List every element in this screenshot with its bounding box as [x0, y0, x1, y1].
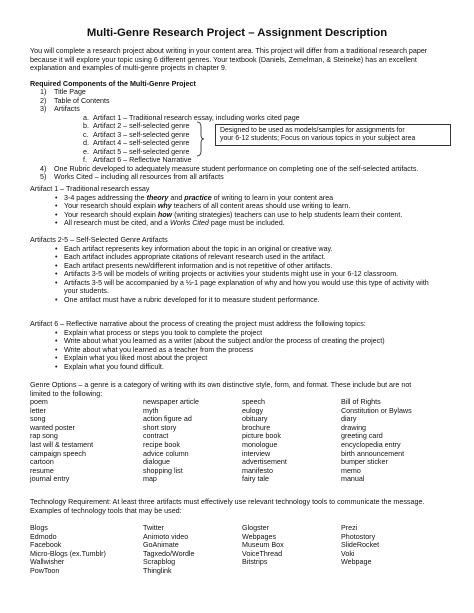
list-item: • Your research should explain how (writing strategies) teachers can use to help students learn their content.	[55, 211, 455, 220]
list-item: poem	[30, 398, 48, 406]
list-item: drawing	[341, 423, 367, 432]
list-item: Voki	[341, 549, 355, 558]
intro-line: explanation and examples of multi-genre projects in chapter 9.	[30, 64, 227, 73]
list-item: letter	[30, 406, 46, 415]
list-item: eulogy	[242, 406, 264, 415]
list-item: picture book	[242, 432, 281, 441]
list-item: SlideRocket	[341, 541, 380, 550]
list-item: map	[143, 475, 157, 484]
list-item: newspaper article	[143, 398, 199, 406]
list-item: c. Artifact 3 – self-selected genre	[83, 130, 190, 139]
genre-intro	[30, 381, 450, 398]
list-item: d. Artifact 4 – self-selected genre	[83, 139, 190, 147]
list-item: • Write about what you learned as a teacher from the process	[55, 346, 455, 355]
tech-intro-line: Technology Requirement: At least three artifacts must effectively use relevant technology tools to communicate the message.	[30, 498, 425, 506]
list-item: Glogster	[242, 524, 269, 532]
list-item: recipe book	[143, 440, 180, 449]
tech-column	[30, 524, 106, 576]
list-item: Prezi	[341, 524, 358, 532]
artifact1-heading: Artifact 1 – Traditional research essay	[30, 185, 150, 193]
list-item: speech	[242, 398, 266, 406]
artifact25-heading: Artifacts 2-5 – Self-Selected Genre Artifacts	[30, 236, 168, 244]
list-item: Tagxedo/Wordle	[143, 549, 195, 558]
list-item: 4) One Rubric developed to adequately measure student performance on completing one of the self-selected artifacts.	[40, 164, 419, 173]
tech-intro	[30, 498, 450, 515]
callout-line: your 6-12 students; Focus on various topics in your subject area	[220, 135, 416, 143]
list-item: • All research must be cited, and a Works Cited page must be included.	[55, 219, 455, 228]
genre-intro-line: limited to the following:	[30, 389, 103, 398]
list-item: • Artifacts 3-5 will be models of writing projects or activities your students might use in your 6-12 classroom.	[55, 270, 455, 279]
list-item: Bill of Rights	[341, 398, 381, 406]
genre-column	[30, 398, 93, 484]
list-item: advertisement	[242, 458, 287, 467]
list-item: Facebook	[30, 541, 62, 550]
list-item: birth announcement	[341, 449, 405, 458]
tech-column	[143, 524, 194, 576]
list-item: b. Artifact 2 – self-selected genre	[83, 122, 190, 130]
list-item: advice column	[143, 449, 189, 458]
list-item: journal entry	[30, 475, 70, 484]
list-item: • Explain what you found difficult.	[55, 363, 455, 372]
list-item: f. Artifact 6 – Reflective Narrative	[83, 156, 192, 164]
list-item: action figure ad	[143, 415, 192, 424]
list-item: manifesto	[242, 466, 273, 475]
list-item: Constitution or Bylaws	[341, 406, 412, 415]
list-item: rap song	[30, 432, 58, 441]
list-item: resume	[30, 466, 54, 475]
list-item: 2) Table of Contents	[40, 96, 110, 105]
components-list	[40, 88, 110, 114]
list-item: last will & testament	[30, 440, 94, 449]
list-item: shopping list	[143, 466, 183, 475]
list-item: greeting card	[341, 432, 383, 441]
list-item: Animoto video	[143, 532, 189, 541]
artifact6-bullets	[55, 329, 455, 372]
list-item: Bitstrips	[242, 558, 268, 567]
components-list-cont	[40, 165, 418, 182]
list-item: interview	[242, 449, 271, 458]
list-item: Webpages	[242, 532, 277, 541]
list-item: Micro-Blogs (ex.Tumblr)	[30, 549, 106, 558]
list-item: • Each artifact presents new/different information and is not repetitive of other artifacts.	[55, 262, 455, 271]
brace-icon	[195, 121, 205, 157]
list-item: GoAnimate	[143, 541, 179, 550]
list-item: brochure	[242, 423, 271, 432]
list-item: • 3-4 pages addressing the theory and practice of writing to learn in your content area	[55, 194, 455, 203]
list-item: campaign speech	[30, 449, 86, 458]
list-item: encyclopedia entry	[341, 440, 401, 449]
list-item: memo	[341, 466, 361, 475]
list-item: e. Artifact 5 – self-selected genre	[83, 147, 190, 156]
list-item: myth	[143, 406, 159, 415]
list-item: short story	[143, 423, 177, 432]
callout-box	[215, 124, 451, 146]
list-item: • Write about what you learned as a writer (about the subject and/or the process of creating the project)	[55, 337, 455, 346]
tech-column	[341, 524, 379, 567]
list-item: wanted poster	[30, 423, 75, 432]
list-item: • Explain what you liked most about the project	[55, 354, 455, 363]
list-item: fairy tale	[242, 475, 269, 484]
list-item: VoiceThread	[242, 549, 283, 558]
callout-line: Designed to be used as models/samples for assignments for	[220, 127, 405, 134]
tech-column	[242, 524, 284, 567]
list-item: • Artifacts 3-5 will be accompanied by a ½-1 page explanation of why and how you would use this type of activity with your students.	[55, 279, 455, 296]
list-item: Museum Box	[242, 541, 284, 550]
tech-intro-line: Examples of technology tools that may be used:	[30, 506, 182, 515]
list-item: manual	[341, 475, 365, 484]
list-item: a. Artifact 1 – Traditional research essay, including works cited page	[83, 113, 300, 122]
genre-column	[341, 398, 412, 484]
list-item: • Explain what process or steps you took to complete the project	[55, 329, 455, 338]
list-item: monologue	[242, 440, 278, 449]
artifact25-bullets	[55, 245, 455, 305]
list-item: 5) Works Cited – including all resources from all artifacts	[40, 173, 224, 181]
list-item: 3) Artifacts	[40, 105, 80, 113]
list-item: Scrapblog	[143, 558, 176, 567]
page-title: Multi-Genre Research Project – Assignment Description	[86, 27, 388, 39]
list-item: Wallwisher	[30, 558, 65, 567]
genre-column	[143, 398, 199, 484]
list-item: Edmodo	[30, 532, 57, 541]
artifact6-heading: Artifact 6 – Reflective narrative about the process of creating the project must address the following topics:	[30, 320, 366, 328]
list-item: PowToon	[30, 566, 60, 575]
genre-intro-line: Genre Options – a genre is a category of writing with its own distinctive style, form, and format. These include but are not	[30, 381, 412, 389]
required-heading: Required Components of the Multi-Genre Project	[30, 80, 196, 88]
list-item: Webpage	[341, 558, 372, 567]
tech-grid	[30, 524, 450, 584]
list-item: • Your research should explain why teachers of all content areas should use writing to learn.	[55, 202, 455, 211]
intro-line: You will complete a research project about writing in your content area. This project will differ from a traditional research paper	[30, 47, 428, 55]
list-item: Twitter	[143, 524, 165, 532]
list-item: 1) Title Page	[40, 88, 86, 96]
list-item: • Each artifact includes appropriate citations of relevant research used in the artifact.	[55, 253, 455, 262]
list-item: Photostory	[341, 532, 376, 541]
list-item: Blogs	[30, 524, 48, 532]
list-item: obituary	[242, 415, 268, 424]
genre-grid	[30, 398, 450, 488]
intro-paragraph	[30, 47, 450, 73]
list-item: • One artifact must have a rubric developed for it to measure student performance.	[55, 296, 455, 305]
list-item: dialogue	[143, 458, 171, 467]
list-item: Thinglink	[143, 566, 172, 575]
list-item: contract	[143, 432, 169, 441]
intro-line: because it will explore your topic using 6 different genres. Your textbook (Daniels, Zemelman, & Steineke) has an excellent	[30, 55, 417, 64]
artifact1-bullets	[55, 194, 455, 228]
list-item: • Each artifact represents key information about the topic in an original or creative way.	[55, 245, 455, 254]
list-item: song	[30, 415, 46, 424]
list-item: diary	[341, 415, 357, 424]
genre-column	[242, 398, 287, 484]
list-item: cartoon	[30, 458, 54, 467]
list-item: bumper sticker	[341, 458, 388, 467]
